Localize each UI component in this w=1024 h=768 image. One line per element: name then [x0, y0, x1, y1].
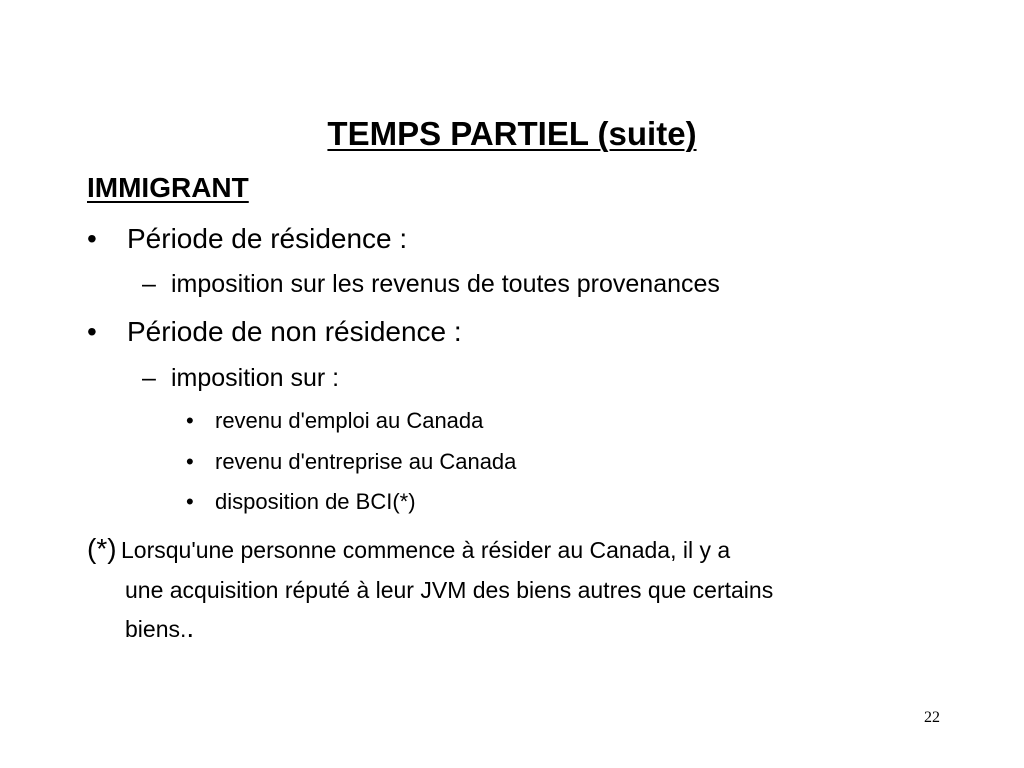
footnote-line-2: une acquisition réputé à leur JVM des biens autres que certains	[125, 577, 774, 603]
bullet-marker: •	[186, 489, 194, 514]
page-number: 22	[924, 709, 940, 726]
footnote-line-1: Lorsqu'une personne commence à résider au Canada, il y a	[121, 537, 731, 563]
sub-bullet-text: imposition sur :	[171, 364, 340, 392]
sub-sub-bullet-item	[186, 448, 516, 476]
sub-sub-bullet-text: revenu d'emploi au Canada	[215, 408, 484, 433]
sub-bullet-item	[142, 362, 339, 394]
sub-sub-bullet-text: disposition de BCI(*)	[215, 489, 416, 514]
slide-title: TEMPS PARTIEL (suite)	[327, 115, 697, 152]
footnote-marker: (*)	[87, 533, 117, 564]
sub-sub-bullet-text: revenu d'entreprise au Canada	[215, 449, 517, 474]
sub-sub-bullet-item	[186, 407, 483, 435]
footnote-line-3-suffix: .	[186, 612, 195, 643]
sub-bullet-item	[142, 268, 720, 300]
dash-marker: –	[142, 270, 156, 298]
bullet-item	[87, 221, 407, 257]
bullet-marker: •	[186, 408, 194, 433]
bullet-marker: •	[87, 223, 97, 254]
bullet-text: Période de résidence :	[127, 223, 408, 254]
footnote-line-3-text: biens.	[125, 616, 187, 642]
bullet-marker: •	[87, 316, 97, 347]
footnote	[87, 530, 947, 648]
sub-sub-bullet-item	[186, 488, 416, 516]
dash-marker: –	[142, 364, 156, 392]
sub-bullet-text: imposition sur les revenus de toutes provenances	[171, 270, 720, 298]
bullet-text: Période de non résidence :	[127, 316, 462, 347]
bullet-item	[87, 314, 462, 350]
footnote-line-3	[87, 609, 947, 648]
section-heading: IMMIGRANT	[87, 172, 249, 203]
bullet-marker: •	[186, 449, 194, 474]
